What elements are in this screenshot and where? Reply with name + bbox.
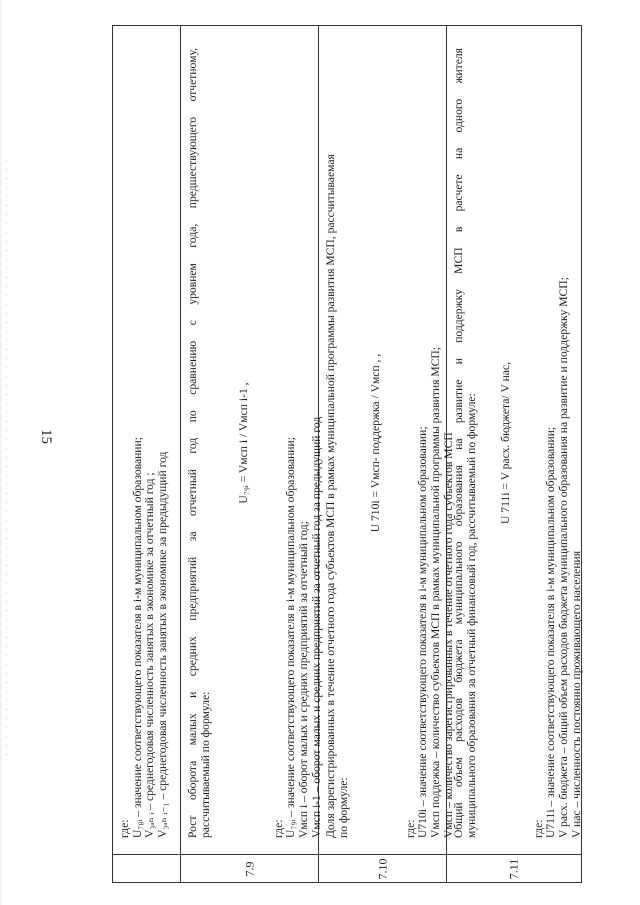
row-number-cell [319,854,446,882]
indicator-description: Общий объем расходов бюджета муниципального образования на развитие и поддержку МСП в расчете на одного жителя [452,48,465,838]
indicator-formula: U₇₉ᵢ = Vмсп i / Vмсп i-1 , [237,382,251,504]
row-number-cell [181,854,318,882]
row-text [119,437,169,838]
indicator-table [112,25,582,883]
page-number: 15 [38,429,54,444]
indicator-description-cont: муниципального образования за отчетный финансовый год, рассчитываемый по формуле: [464,393,478,838]
row-text [187,48,323,838]
table-row-7-10 [319,26,455,882]
indicator-description-cont: рассчитываемый по формуле: [198,691,212,838]
definition-line: U₇₉ᵢ – значение соответствующего показателя в i-м муниципальном образовании; [284,437,298,838]
table-row-continuation [113,26,181,882]
definition-line: Vмсп i – оборот малых и средних предприятий за отчетный год; [296,521,310,838]
definition-line: U₇₈ᵢ – значение соответствующего показателя в i-м муниципальном образовании; [130,437,144,838]
scan-edge [0,0,2,905]
row-text [325,48,455,838]
scan-artifact [6,160,7,760]
definition-line: V расх. бюджета – общий объем расходов бюджета муниципального образования на развитие и поддержку МСП; [556,277,570,838]
row-number: 7.11 [506,858,521,879]
row-text [453,48,583,838]
indicator-description: Рост оборота малых и средних предприятий за отчетный год по сравнению с уровнем года, предшествующего отчетному, [186,48,199,838]
row-number: 7.10 [375,858,389,879]
row-number-cell [447,854,581,882]
definition-line: U711i – значение соответствующего показателя в i-м муниципальном образовании; [544,426,558,838]
row-number: 7.9 [242,861,256,876]
definition-line: Vмсп – количество зарегистрированных в течение отчетного года субъектов МСП [441,432,455,838]
row-number-cell [113,854,180,882]
definition-line: V₃ₐₙ ᵢ – среднегодовая численность занятых в экономике за отчетный год ; [143,472,157,838]
where-label: где: [118,819,131,838]
definition-line: Vмсп i-1 – оборот малых и средних предприятий за отчетный год за предыдущий год [309,416,323,838]
definition-line: V нас – численность постоянно проживающего населения [569,550,583,838]
definition-line: U710i – значение соответствующего показателя в i-м муниципальном образовании; [416,426,430,838]
where-label: где: [271,819,285,838]
indicator-formula: U 710i = Vмсп- поддержка / Vмсп , , [369,353,383,533]
where-label: где: [531,819,545,838]
indicator-description: Доля зарегистрированных в течение отчетного года субъектов МСП в рамках муниципальной программы развития МСП, рассчитываемая [324,154,337,838]
table-row-7-11 [447,26,581,882]
indicator-description-cont: по формуле: [336,777,350,838]
indicator-formula: U 711i = V расх. бюджета/ V нас, [499,362,513,524]
where-label: где: [403,819,417,838]
table-row-7-9 [181,26,323,882]
definition-line: V₃ₐₙ ᵢ₋₁ – среднегодовая численность занятых в экономике за предыдущий год [155,451,169,838]
definition-line: Vмсп поддежка – количество субъектов МСП в рамках муниципальной программы развития МСП; [428,346,442,838]
